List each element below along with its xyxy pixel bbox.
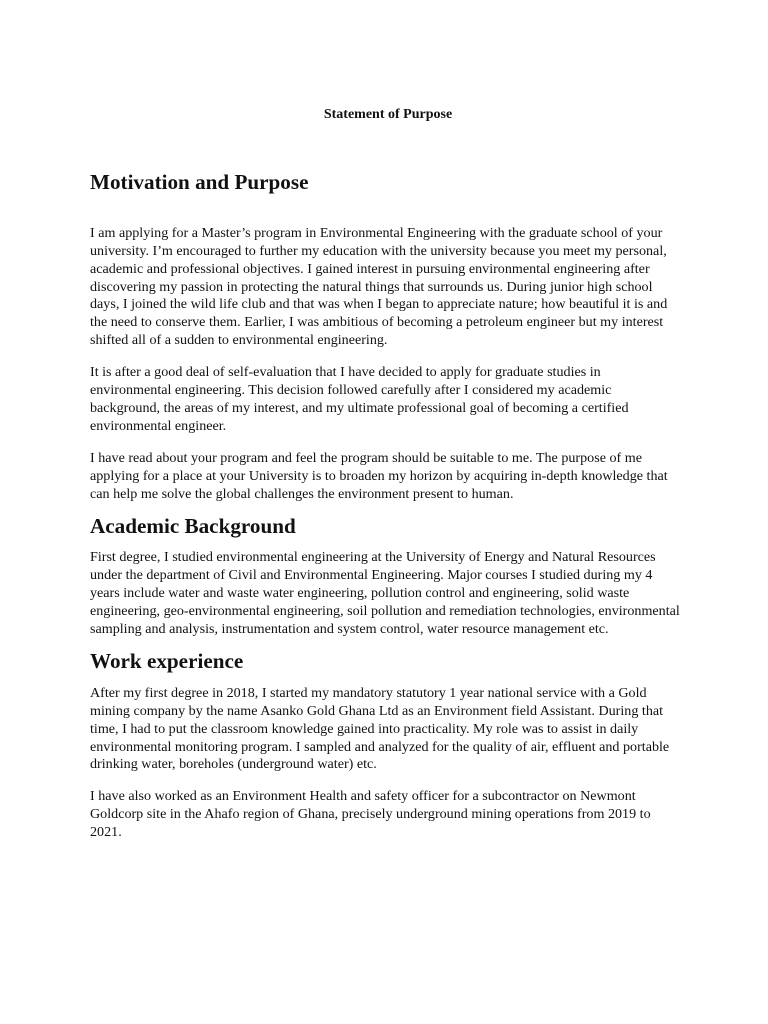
paragraph-work-1: After my first degree in 2018, I started my mandatory statutory 1 year national service with a Gold mining company by the name Asanko Gold Ghana Ltd as an Environment field Assistant. During that time, I had to put the classroom knowledge gained into practicality. My role was to assist in daily environmental monitoring program. I sampled and analyzed for the quality of air, effluent and portable drinking water, boreholes (underground water) etc. (90, 684, 670, 773)
section-heading-motivation: Motivation and Purpose (90, 169, 309, 194)
document-body (90, 106, 680, 856)
paragraph-motivation-1: I am applying for a Master’s program in Environmental Engineering with the graduate school of your university. I’m encouraged to further my education with the university because you meet my personal, academic and professional objectives. I gained interest in pursuing environmental engineering after discovering my passion in protecting the natural things that surrounds us. During junior high school days, I joined the wild life club and that was when I began to appreciate nature; how beautiful it is and the need to conserve them. Earlier, I was ambitious of becoming a petroleum engineer but my interest shifted all of a sudden to environmental engineering. (90, 224, 668, 349)
section-heading-academic: Academic Background (90, 513, 296, 538)
paragraph-motivation-2: It is after a good deal of self-evaluation that I have decided to apply for graduate studies in environmental engineering. This decision followed carefully after I considered my academic background, the areas of my interest, and my ultimate professional goal of becoming a certified environmental engineer. (90, 364, 629, 434)
paragraph-work-2: I have also worked as an Environment Health and safety officer for a subcontractor on Newmont Goldcorp site in the Ahafo region of Ghana, precisely underground mining operations from 2019 to 2021. (90, 788, 651, 841)
section-heading-work: Work experience (90, 648, 244, 673)
paragraph-motivation-3: I have read about your program and feel the program should be suitable to me. The purpose of me applying for a place at your University is to broaden my horizon by acquiring in-depth knowledge that can help me solve the global challenges the environment present to human. (90, 449, 668, 502)
paragraph-academic-1: First degree, I studied environmental engineering at the University of Energy and Natural Resources under the department of Civil and Environmental Engineering. Major courses I studied during my 4 years include water and waste water engineering, pollution control and engineering, solid waste engineering, geo-environmental engineering, soil pollution and remediation technologies, environmental sampling and analysis, instrumentation and system control, water resource management etc. (90, 549, 680, 638)
document-title: Statement of Purpose (323, 107, 453, 122)
